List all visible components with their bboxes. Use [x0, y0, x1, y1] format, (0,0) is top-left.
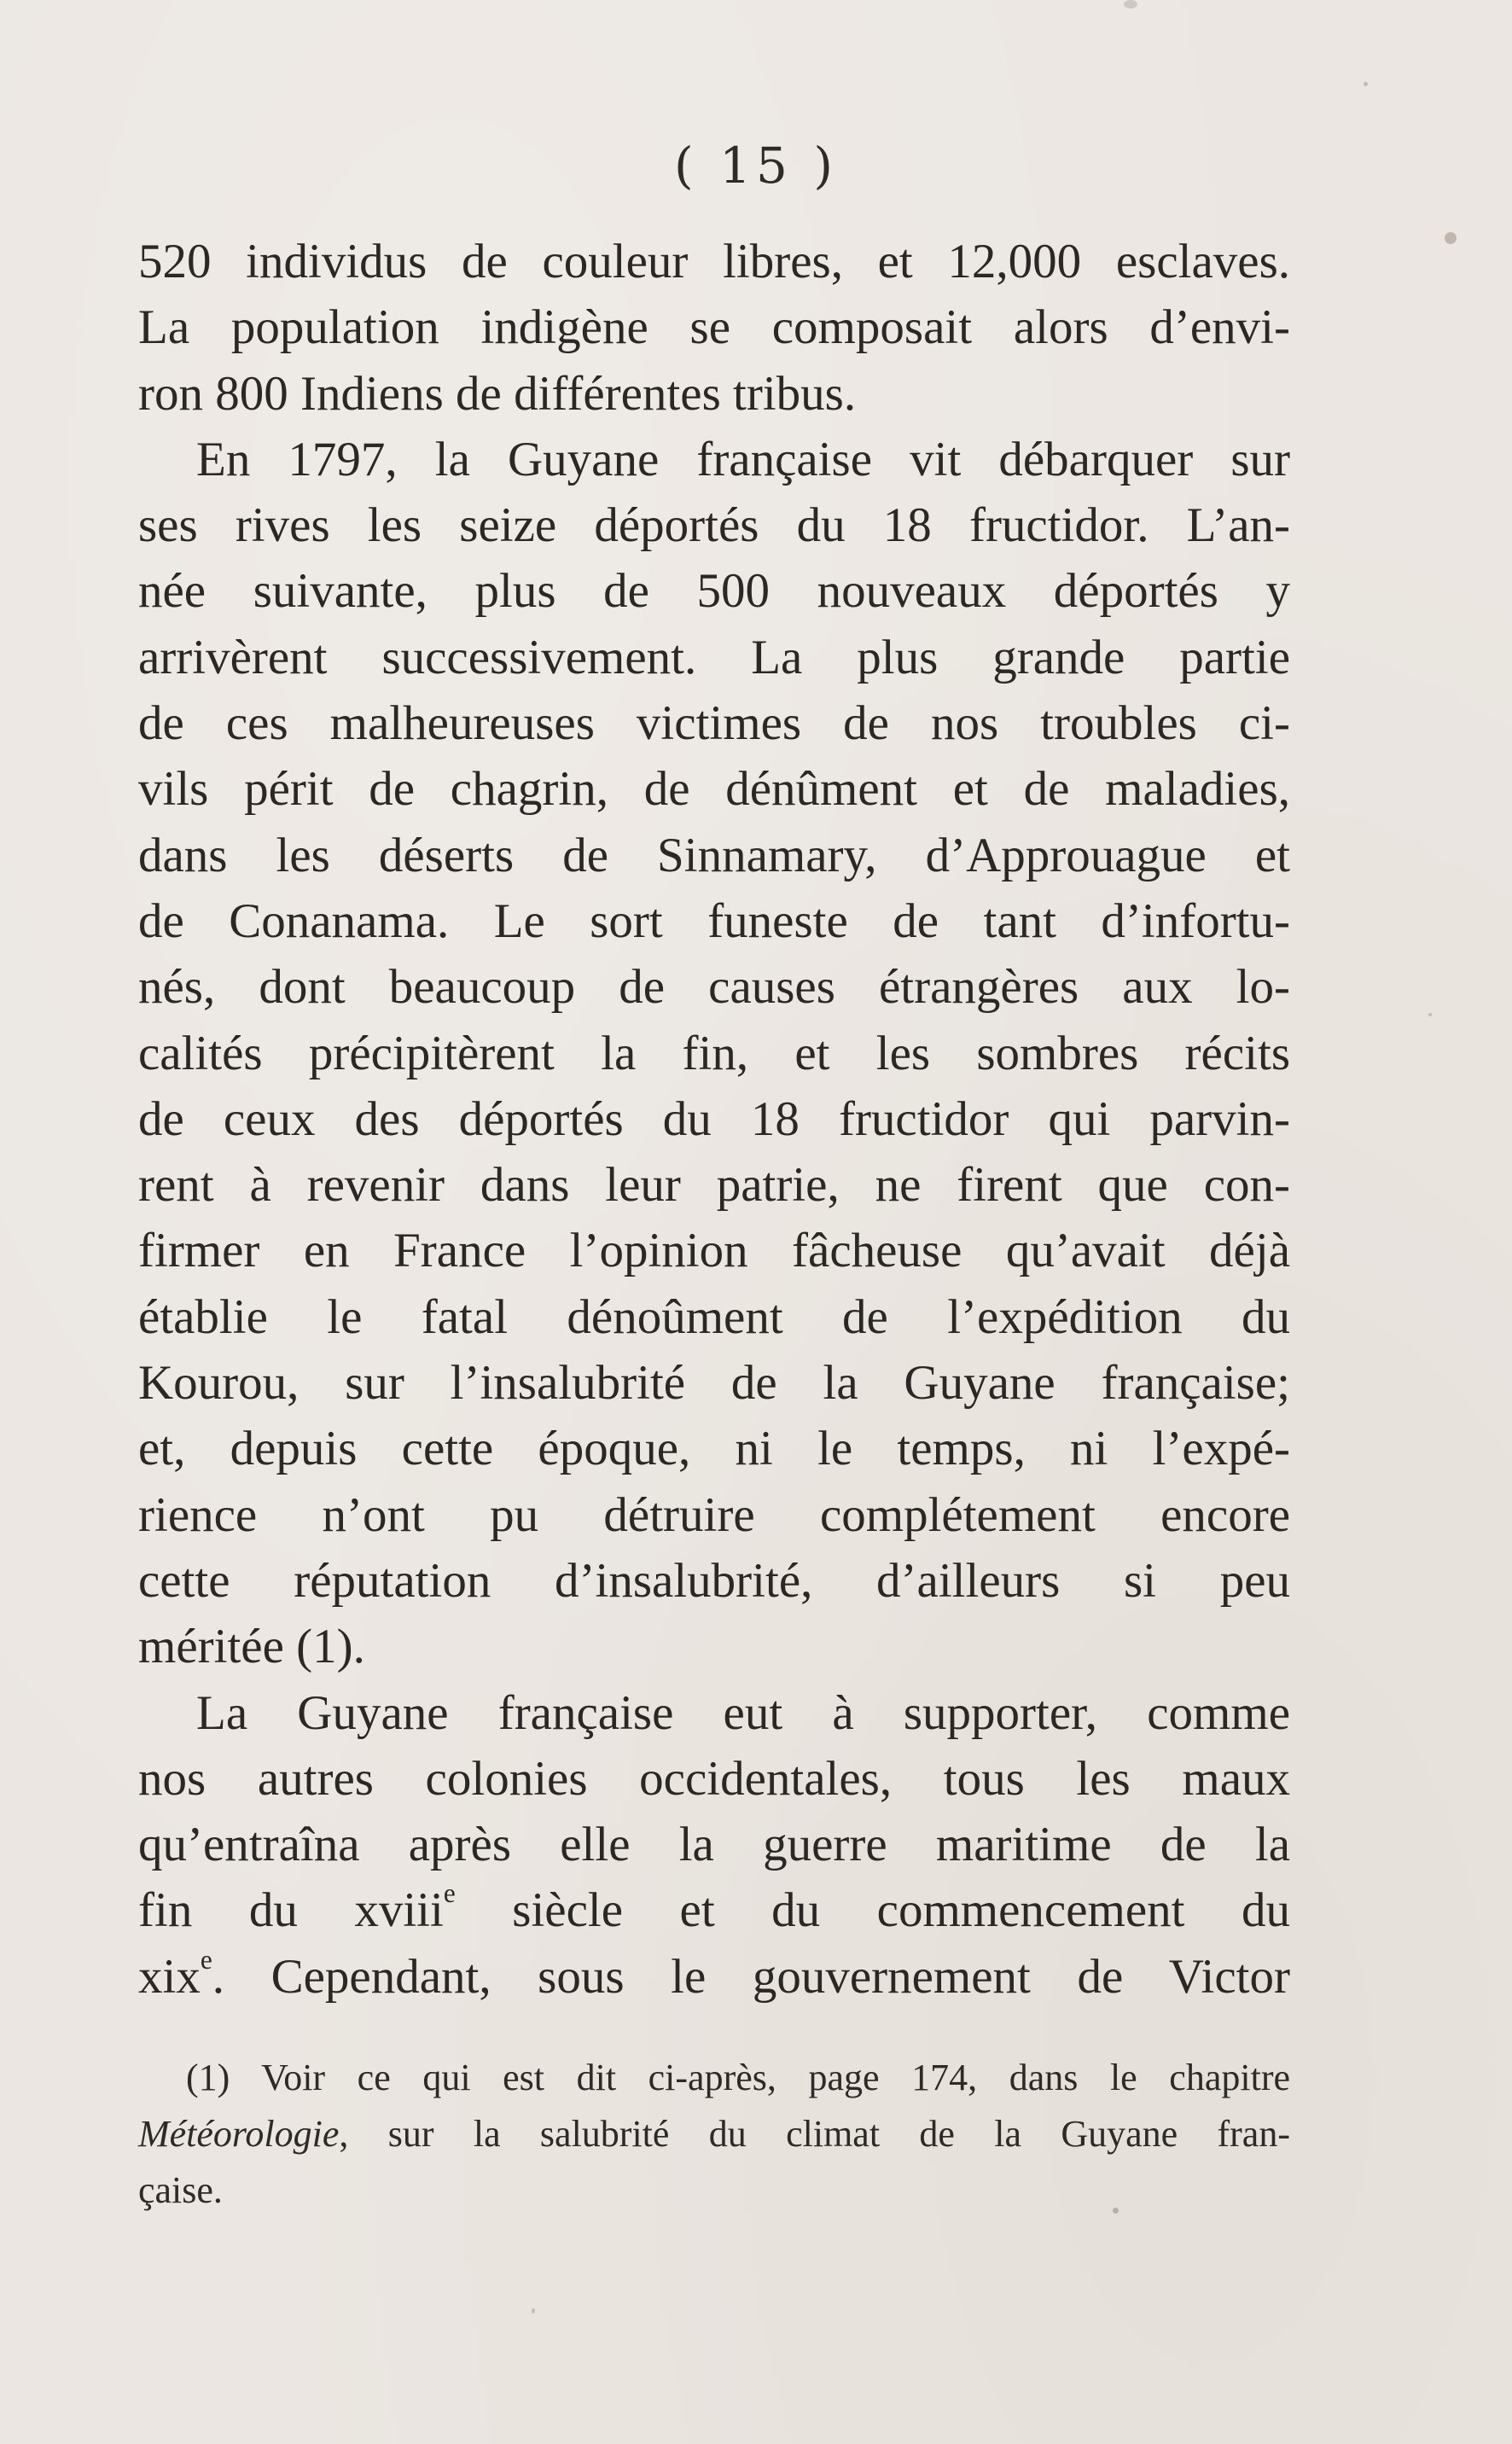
body-line-century-2: [138, 1944, 1290, 2010]
century-2-before: xix: [138, 1949, 201, 2004]
body-line: Kourou, sur l’insalubrité de la Guyane française;: [138, 1356, 1290, 1411]
body-line: cette réputation d’insalubrité, d’ailleurs si peu: [138, 1553, 1290, 1608]
body-line: qu’entraîna après elle la guerre maritime de la: [138, 1818, 1290, 1872]
body-line: firmer en France l’opinion fâcheuse qu’avait déjà: [138, 1224, 1290, 1278]
body-line: de ceux des déportés du 18 fructidor qui parvin-: [138, 1091, 1290, 1146]
body-line: de Conanama. Le sort funeste de tant d’infortu-: [138, 893, 1290, 948]
paper-speck: [1428, 1013, 1432, 1016]
body-line: nés, dont beaucoup de causes étrangères aux lo-: [138, 960, 1290, 1015]
footnote: [138, 2050, 1290, 2219]
footnote-italic-term: Météorologie: [138, 2113, 340, 2155]
century-2-sup: e: [200, 1944, 212, 1975]
body-line: née suivante, plus de 500 nouveaux déportés y: [138, 564, 1290, 619]
body-text: [138, 229, 1290, 2010]
page-number: ( 15 ): [674, 137, 838, 195]
body-line: dans les déserts de Sinnamary, d’Approuague et: [138, 828, 1290, 882]
body-line: La Guyane française eut à supporter, comme: [196, 1685, 1290, 1740]
century-1-after: siècle et du commencement du: [455, 1883, 1291, 1938]
paper-speck: [1364, 82, 1368, 86]
footnote-line-2-rest: , sur la salubrité du climat de la Guyane fran-: [339, 2113, 1290, 2155]
body-line: calités précipitèrent la fin, et les sombres récits: [138, 1026, 1290, 1080]
body-line: et, depuis cette époque, ni le temps, ni l’expé-: [138, 1422, 1290, 1476]
body-line: rience n’ont pu détruire complétement encore: [138, 1487, 1290, 1542]
footnote-line-2: [138, 2106, 1290, 2162]
footnote-line-3: çaise.: [138, 2169, 223, 2211]
body-line: ron 800 Indiens de différentes tribus.: [138, 366, 857, 421]
body-line: nos autres colonies occidentales, tous les maux: [138, 1751, 1290, 1806]
century-1-sup: e: [443, 1878, 456, 1909]
paper-speck: [532, 2308, 535, 2313]
paper-speck: [1113, 2208, 1119, 2214]
century-2-after: . Cependant, sous le gouvernement de Victor: [212, 1949, 1290, 2004]
body-line: vils périt de chagrin, de dénûment et de maladies,: [138, 762, 1290, 817]
body-line: La population indigène se composait alors d’envi-: [138, 300, 1290, 355]
century-1-before: fin du xviii: [138, 1883, 444, 1938]
body-line: de ces malheureuses victimes de nos troubles ci-: [138, 696, 1290, 751]
body-line: 520 individus de couleur libres, et 12,000 esclaves.: [138, 235, 1290, 288]
footnote-line-1: (1) Voir ce qui est dit ci-après, page 174, dans le chapitre: [186, 2057, 1290, 2098]
body-line: rent à revenir dans leur patrie, ne firent que con-: [138, 1158, 1290, 1213]
body-line: ses rives les seize déportés du 18 fructidor. L’an-: [138, 498, 1290, 553]
body-line: En 1797, la Guyane française vit débarquer sur: [196, 432, 1290, 486]
body-line-century-1: [138, 1877, 1290, 1943]
body-line: établie le fatal dénoûment de l’expédition du: [138, 1289, 1290, 1344]
body-lines: [138, 229, 1290, 1877]
paper-speck: [1124, 0, 1137, 9]
paper-speck: [1445, 232, 1457, 244]
body-line: méritée (1).: [138, 1620, 365, 1674]
body-line: arrivèrent successivement. La plus grande partie: [138, 630, 1290, 684]
